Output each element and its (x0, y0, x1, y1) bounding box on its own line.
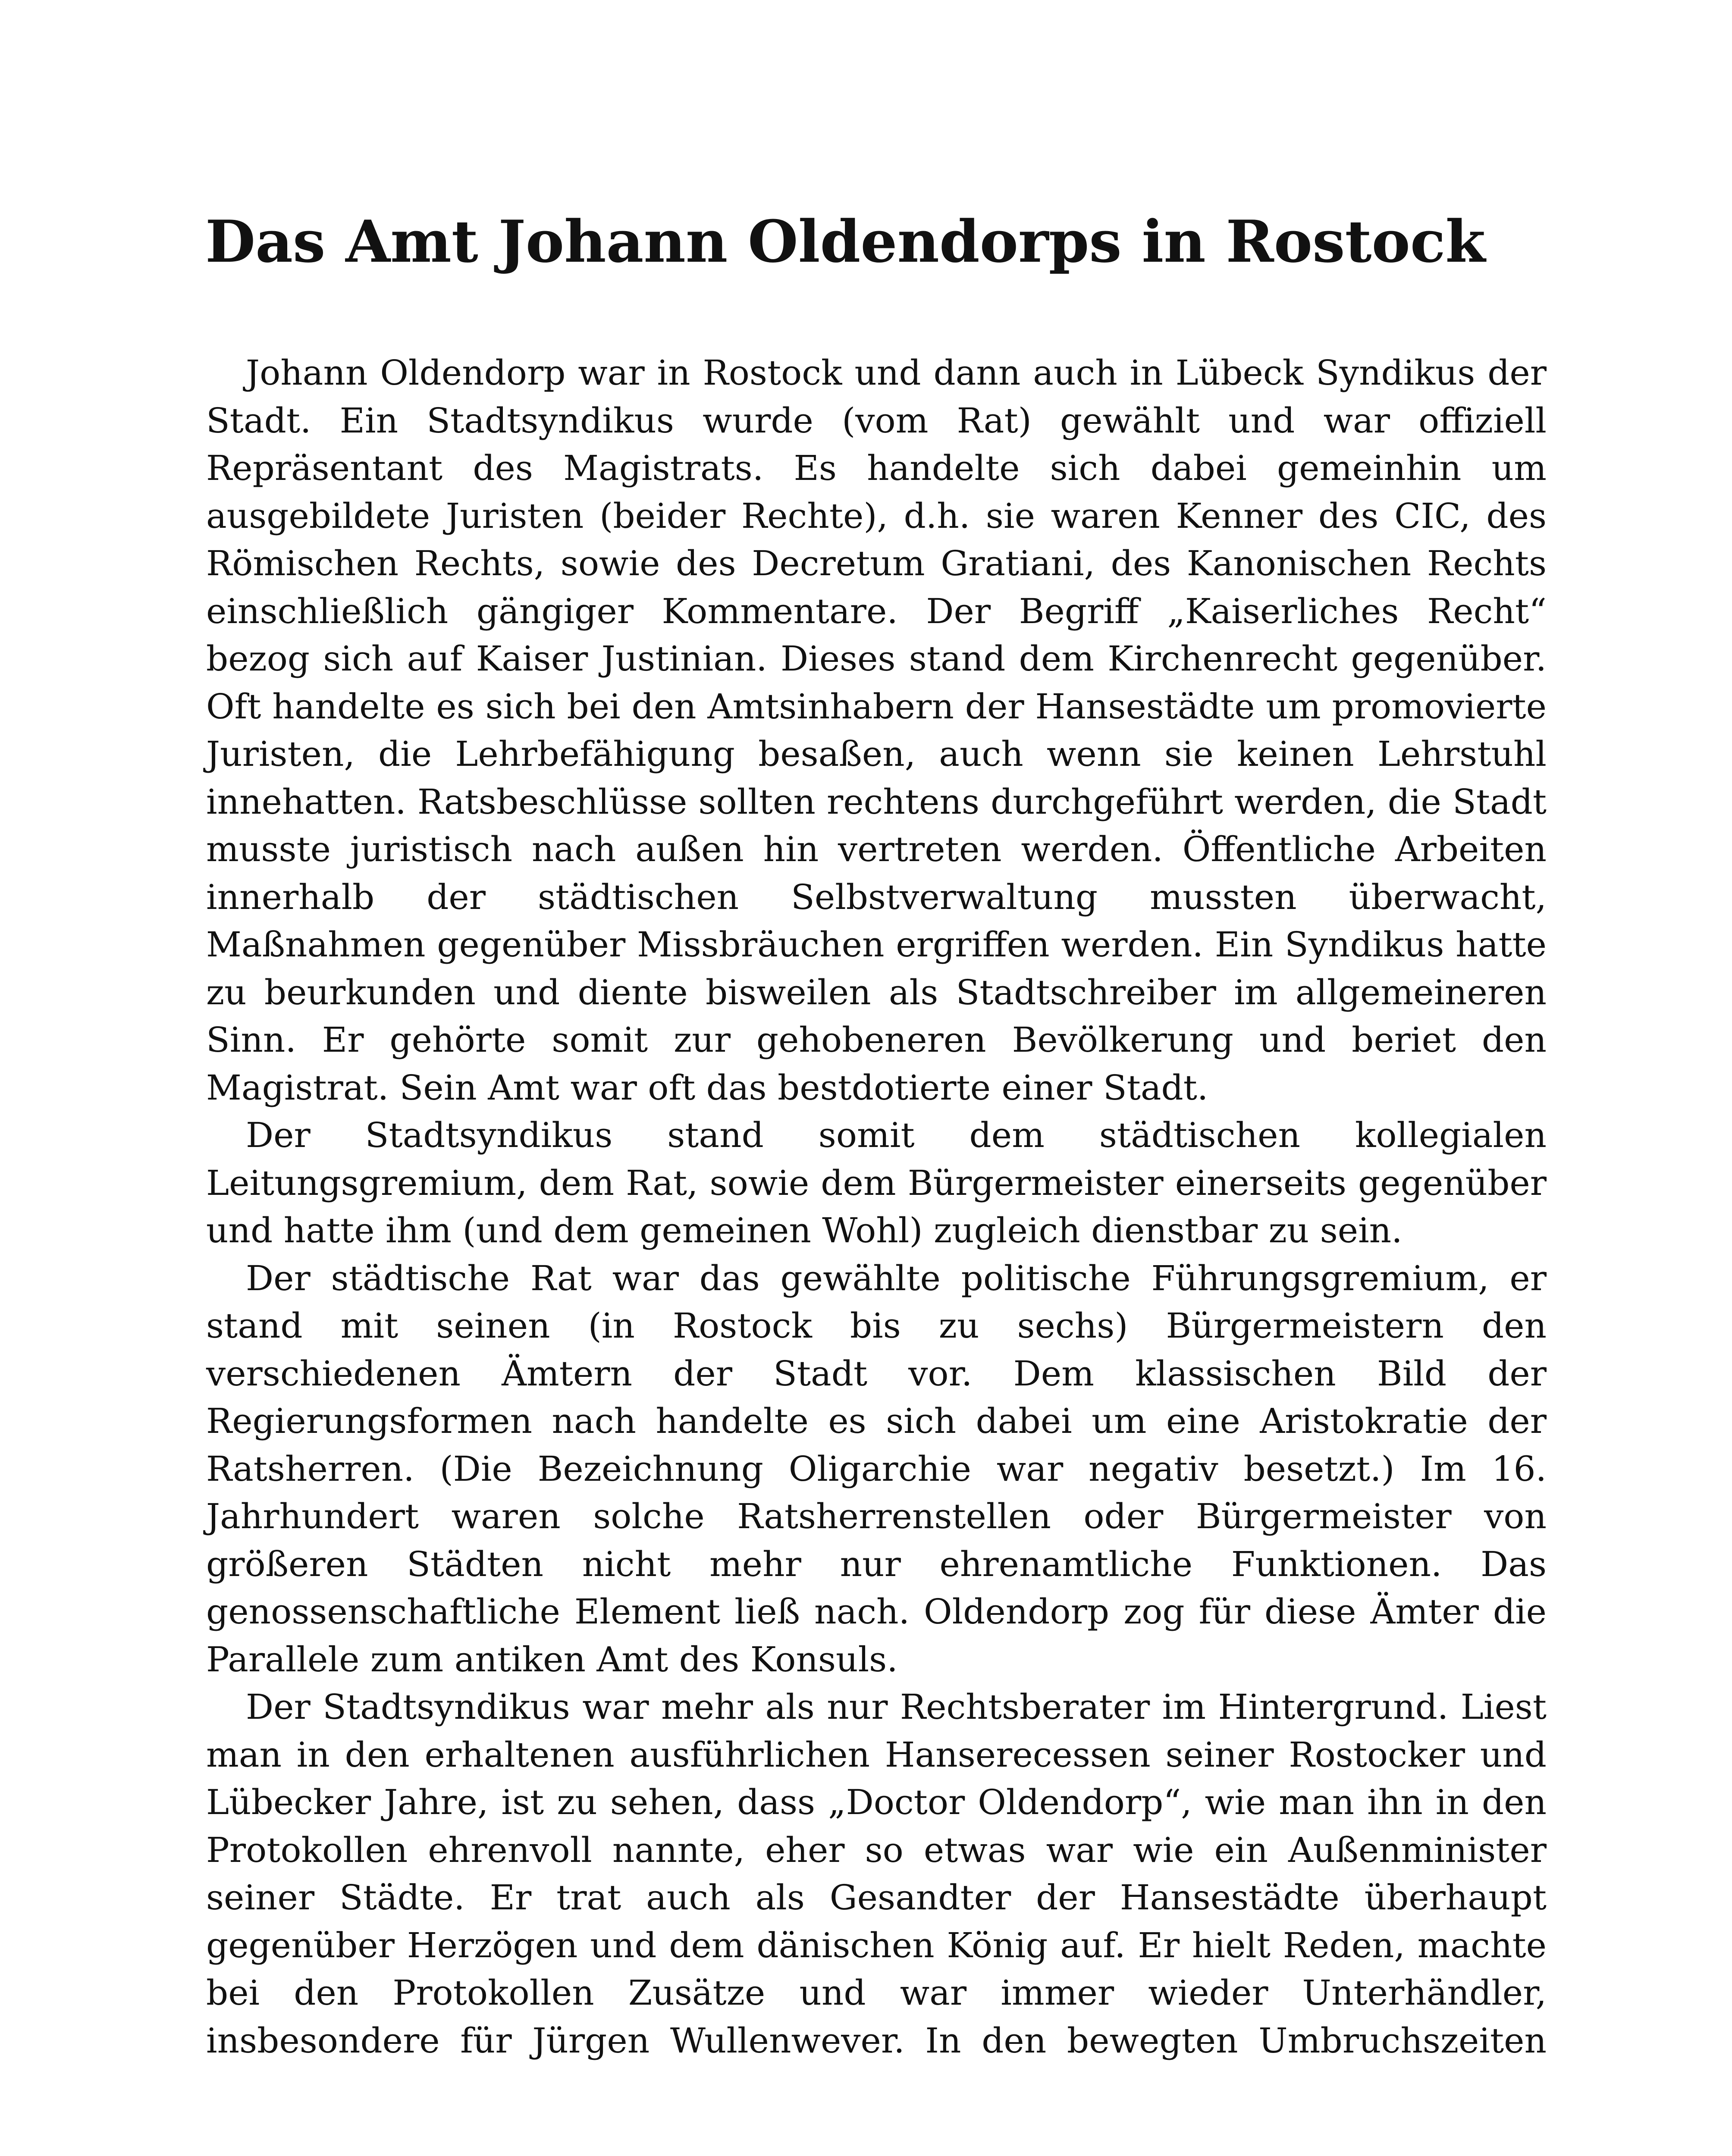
paragraph-1: Johann Oldendorp war in Rostock und dann auch in Lübeck Syndikus der Stadt. Ein Stadtsyndikus wurde (vom Rat) gewählt und war offiziell Repräsentant des Magistrats. Es handelte sich dabei gemeinhin um ausgebildete Juristen (beider Rechte), d.h. sie waren Kenner des CIC, des Römischen Rechts, sowie des Decretum Gratiani, des Kanonischen Rechts einschließlich gängiger Kommentare. Der Begriff „Kaiserliches Recht“ bezog sich auf Kaiser Justinian. Dieses stand dem Kirchenrecht gegenüber. Oft handelte es sich bei den Amtsinhabern der Hansestädte um promovierte Juristen, die Lehrbefähigung besaßen, auch wenn sie keinen Lehrstuhl innehatten. Ratsbeschlüsse sollten rechtens durchgeführt werden, die Stadt musste juristisch nach außen hin vertreten werden. Öffentliche Arbeiten innerhalb der städtischen Selbstverwaltung mussten überwacht, Maßnahmen gegenüber Missbräuchen ergriffen werden. Ein Syndikus hatte zu beurkunden und diente bisweilen als Stadtschreiber im allgemeineren Sinn. Er gehörte somit zur gehobeneren Bevölkerung und beriet den Magistrat. Sein Amt war oft das bestdotierte einer Stadt. (206, 353, 1547, 1108)
paragraph-3: Der städtische Rat war das gewählte politische Führungsgremium, er stand mit seinen (in Rostock bis zu sechs) Bürgermeistern den verschiedenen Ämtern der Stadt vor. Dem klassischen Bild der Regierungsformen nach handelte es sich dabei um eine Aristokratie der Ratsherren. (Die Bezeichnung Oligarchie war negativ besetzt.) Im 16. Jahrhundert waren solche Ratsherrenstellen oder Bürgermeister von größeren Städten nicht mehr nur ehrenamtliche Funktionen. Das genossenschaftliche Element ließ nach. Oldendorp zog für diese Ämter die Parallele zum antiken Amt des Konsuls. (206, 1258, 1547, 1680)
paragraph-2: Der Stadtsyndikus stand somit dem städtischen kollegialen Leitungsgremium, dem Rat, sowie dem Bürgermeister einerseits gegenüber und hatte ihm (und dem gemeinen Wohl) zugleich dienstbar zu sein. (206, 1115, 1547, 1250)
paragraph-4: Der Stadtsyndikus war mehr als nur Rechtsberater im Hintergrund. Liest man in den erhaltenen ausführlichen Hanserecessen seiner Rostocker und Lübecker Jahre, ist zu sehen, dass „Doctor Oldendorp“, wie man ihn in den Protokollen ehrenvoll nannte, eher so etwas war wie ein Außenminister seiner Städte. Er trat auch als Gesandter der Hansestädte überhaupt gegenüber Herzögen und dem dänischen König auf. Er hielt Reden, machte bei den Protokollen Zusätze und war immer wieder Unterhändler, insbesondere für Jürgen Wullenwever. In den bewegten Umbruchszeiten (206, 1687, 1547, 2061)
body-text (206, 349, 1547, 2065)
chapter-title: Das Amt Johann Oldendorps in Rostock (205, 207, 1486, 276)
